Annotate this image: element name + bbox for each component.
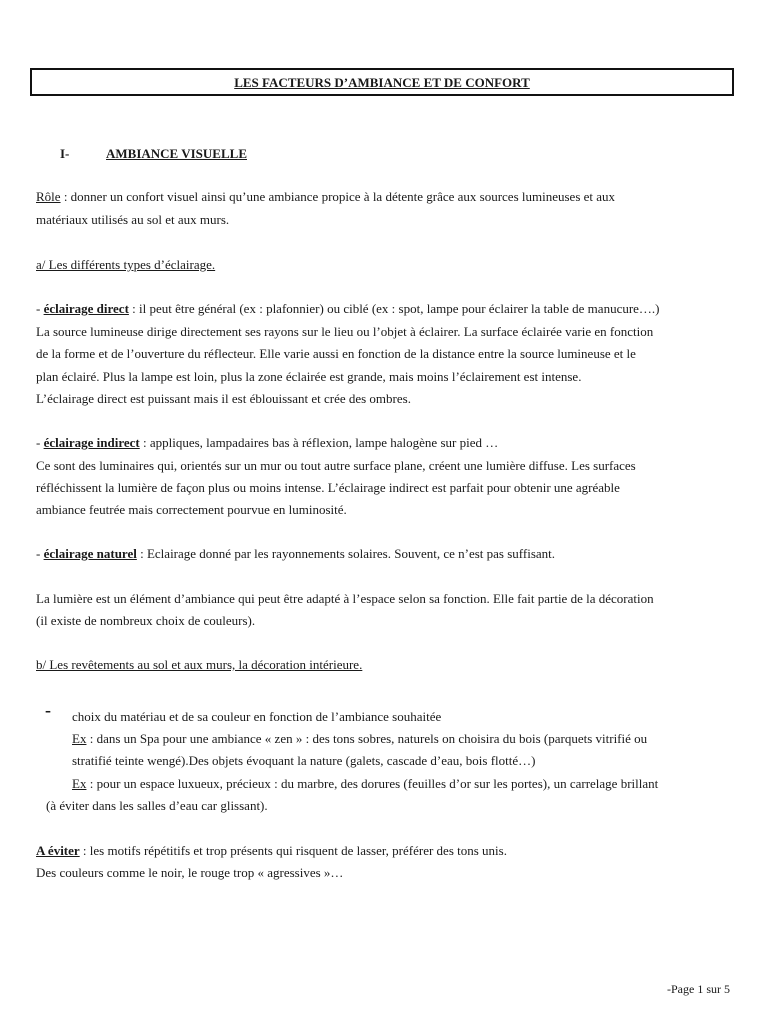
role-label: Rôle (36, 189, 61, 204)
example-line: stratifié teinte wengé).Des objets évoquant la nature (galets, cascade d’eau, bois flotté…) (72, 753, 536, 768)
direct-paragraph-line: L’éclairage direct est puissant mais il est éblouissant et crée des ombres. (36, 391, 411, 406)
indirect-text: : appliques, lampadaires bas à réflexion, lampe halogène sur pied … (139, 435, 499, 450)
example-label: Ex (72, 776, 87, 791)
naturel-dash: - (36, 546, 44, 561)
role-paragraph-line (36, 189, 615, 205)
lumiere-paragraph-line: La lumière est un élément d’ambiance qui peut être adapté à l’espace selon sa fonction. Elle fait partie de la décoration (36, 591, 654, 606)
example-text: : pour un espace luxueux, précieux : du marbre, des dorures (feuilles d’or sur les portes), un carrelage brillant (86, 776, 659, 791)
naturel-paragraph-line (36, 546, 555, 562)
example-line: (à éviter dans les salles d’eau car glissant). (46, 798, 268, 813)
example-line (72, 731, 647, 747)
section-number: I- (60, 146, 70, 161)
section-heading: AMBIANCE VISUELLE (106, 146, 247, 161)
indirect-paragraph-line: Ce sont des luminaires qui, orientés sur un mur ou tout autre surface plane, créent une lumière diffuse. Les surfaces (36, 458, 636, 473)
example-label: Ex (72, 731, 87, 746)
indirect-paragraph-line: ambiance feutrée mais correctement pourvue en luminosité. (36, 502, 347, 517)
document-title-box (30, 68, 734, 96)
role-paragraph-line: matériaux utilisés au sol et aux murs. (36, 212, 230, 227)
naturel-text: : Eclairage donné par les rayonnements solaires. Souvent, ce n’est pas suffisant. (136, 546, 556, 561)
bullet-text: choix du matériau et de sa couleur en fonction de l’ambiance souhaitée (72, 709, 442, 724)
direct-text: : il peut être général (ex : plafonnier) ou ciblé (ex : spot, lampe pour éclairer la table de manucure….) (128, 301, 660, 316)
indirect-paragraph-line (36, 435, 498, 451)
eviter-label: A éviter (36, 843, 80, 858)
subheading-a: a/ Les différents types d’éclairage. (36, 257, 216, 272)
direct-paragraph-line (36, 301, 660, 317)
role-text: : donner un confort visuel ainsi qu’une ambiance propice à la détente grâce aux sources lumineuses et aux (60, 189, 616, 204)
direct-paragraph-line: de la forme et de l’ouverture du réflecteur. Elle varie aussi en fonction de la distance entre la source lumineuse et le (36, 346, 636, 361)
indirect-paragraph-line: réfléchissent la lumière de façon plus ou moins intense. L’éclairage indirect est parfait pour obtenir une agréable (36, 480, 620, 495)
indirect-label: éclairage indirect (43, 435, 140, 450)
subheading-b: b/ Les revêtements au sol et aux murs, la décoration intérieure. (36, 657, 363, 672)
direct-paragraph-line: La source lumineuse dirige directement ses rayons sur le lieu ou l’objet à éclairer. La surface éclairée varie en fonction (36, 324, 654, 339)
bullet-dash: - (45, 700, 51, 720)
page-number: -Page 1 sur 5 (667, 982, 730, 996)
eviter-paragraph-line (36, 843, 507, 859)
direct-label: éclairage direct (43, 301, 129, 316)
document-title: LES FACTEURS D’AMBIANCE ET DE CONFORT (234, 75, 530, 90)
naturel-label: éclairage naturel (43, 546, 137, 561)
direct-paragraph-line: plan éclairé. Plus la lampe est loin, plus la zone éclairée est grande, mais moins l’éclairement est intense. (36, 369, 582, 384)
example-line (72, 776, 658, 792)
direct-dash: - (36, 301, 44, 316)
example-text: : dans un Spa pour une ambiance « zen » : des tons sobres, naturels on choisira du bois (parquets vitrifié ou (86, 731, 648, 746)
indirect-dash: - (36, 435, 44, 450)
eviter-text: : les motifs répétitifs et trop présents qui risquent de lasser, préférer des tons unis. (79, 843, 507, 858)
eviter-paragraph-line: Des couleurs comme le noir, le rouge trop « agressives »… (36, 865, 344, 880)
lumiere-paragraph-line: (il existe de nombreux choix de couleurs). (36, 613, 256, 628)
